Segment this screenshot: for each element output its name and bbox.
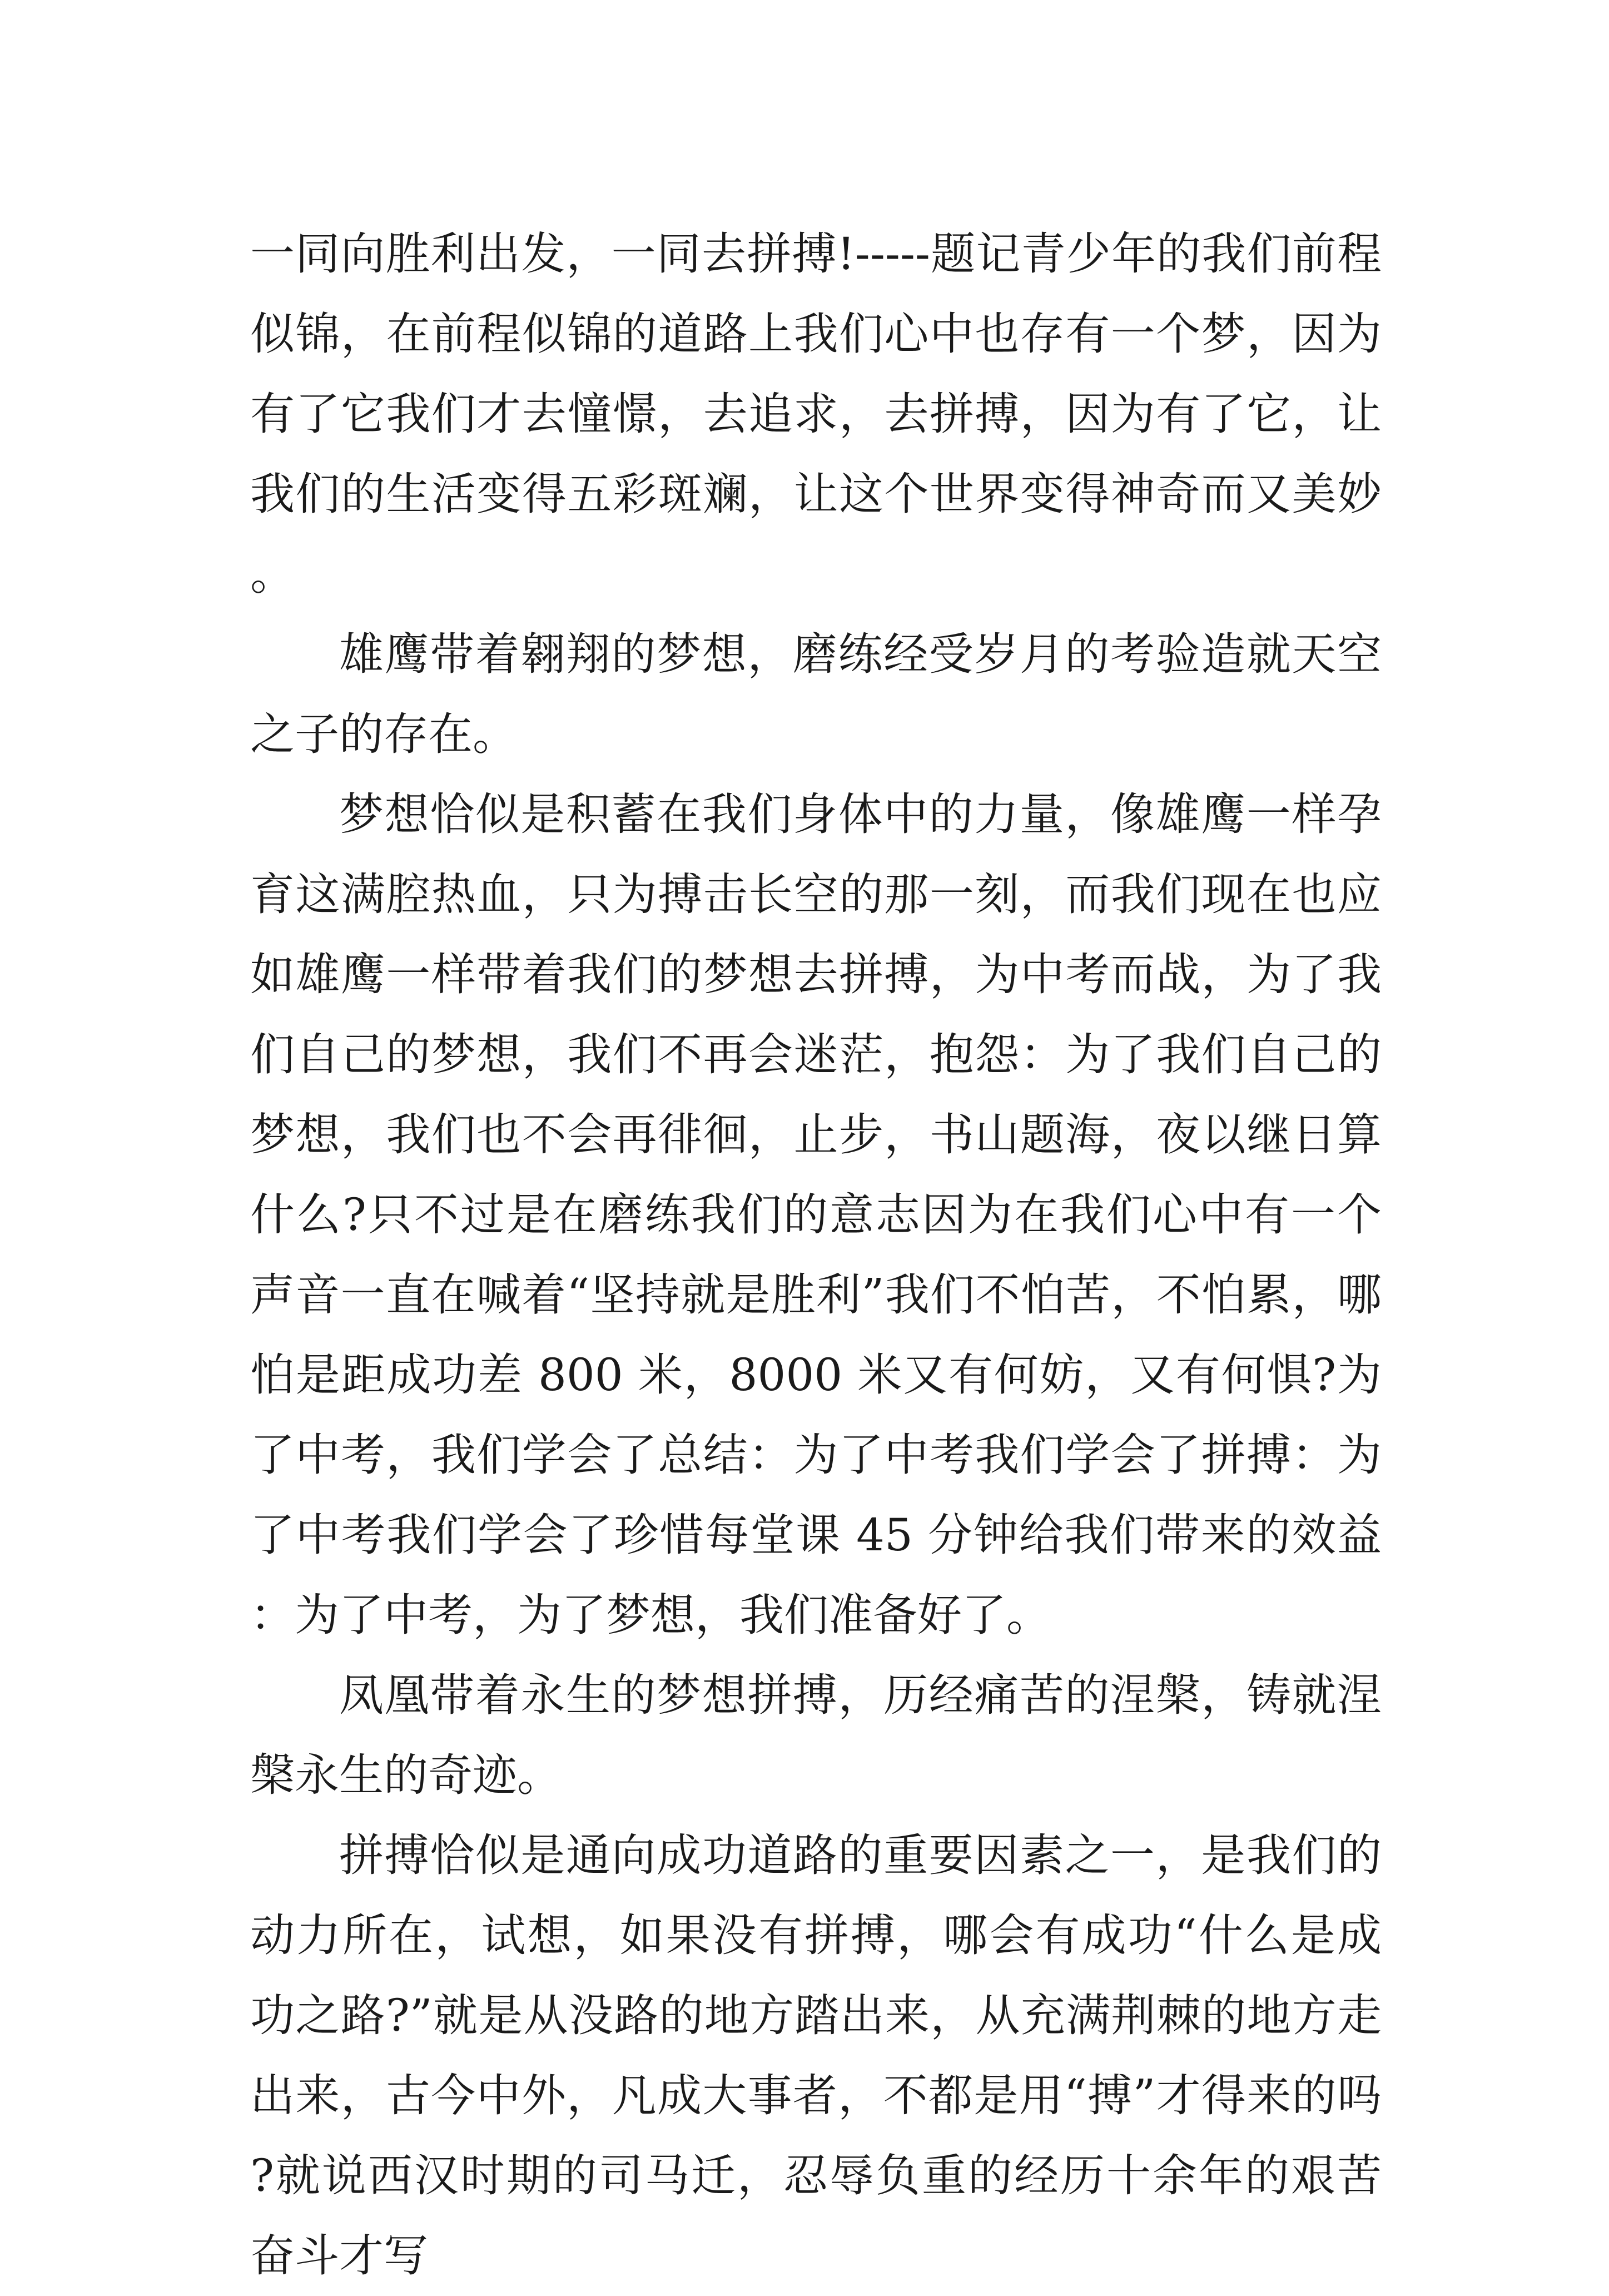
document-body <box>250 214 1382 2296</box>
paragraph-struggle: 拼搏恰似是通向成功道路的重要因素之一，是我们的动力所在，试想，如果没有拼搏，哪会有成功“什么是成功之路?”就是从没路的地方踏出来，从充满荆棘的地方走出来，古今中外，凡成大事者，不都是用“搏”才得来的吗?就说西汉时期的司马迁，忍辱负重的经历十余年的艰苦奋斗才写 <box>250 1829 1382 2282</box>
paragraph-phoenix: 凤凰带着永生的梦想拼搏，历经痛苦的涅槃，铸就涅槃永生的奇迹。 <box>250 1669 1382 1801</box>
paragraph-eagle: 雄鹰带着翱翔的梦想，磨练经受岁月的考验造就天空之子的存在。 <box>250 628 1382 760</box>
paragraph-intro: 一同向胜利出发，一同去拼搏!-----题记青少年的我们前程似锦，在前程似锦的道路上我们心中也存有一个梦，因为有了它我们才去憧憬，去追求，去拼搏，因为有了它，让我们的生活变得五彩斑斓，让这个世界变得神奇而又美妙。 <box>250 228 1382 600</box>
paragraph-dream: 梦想恰似是积蓄在我们身体中的力量，像雄鹰一样孕育这满腔热血，只为搏击长空的那一刻，而我们现在也应如雄鹰一样带着我们的梦想去拼搏，为中考而战，为了我们自己的梦想，我们不再会迷茫，抱怨：为了我们自己的梦想，我们也不会再徘徊，止步，书山题海，夜以继日算什么?只不过是在磨练我们的意志因为在我们心中有一个声音一直在喊着“坚持就是胜利”我们不怕苦，不怕累，哪怕是距成功差 800 米，8000 米又有何妨，又有何惧?为了中考，我们学会了总结：为了中考我们学会了拼搏：为了中考我们学会了珍惜每堂课 45 分钟给我们带来的效益：为了中考，为了梦想，我们准备好了。 <box>250 789 1382 1641</box>
